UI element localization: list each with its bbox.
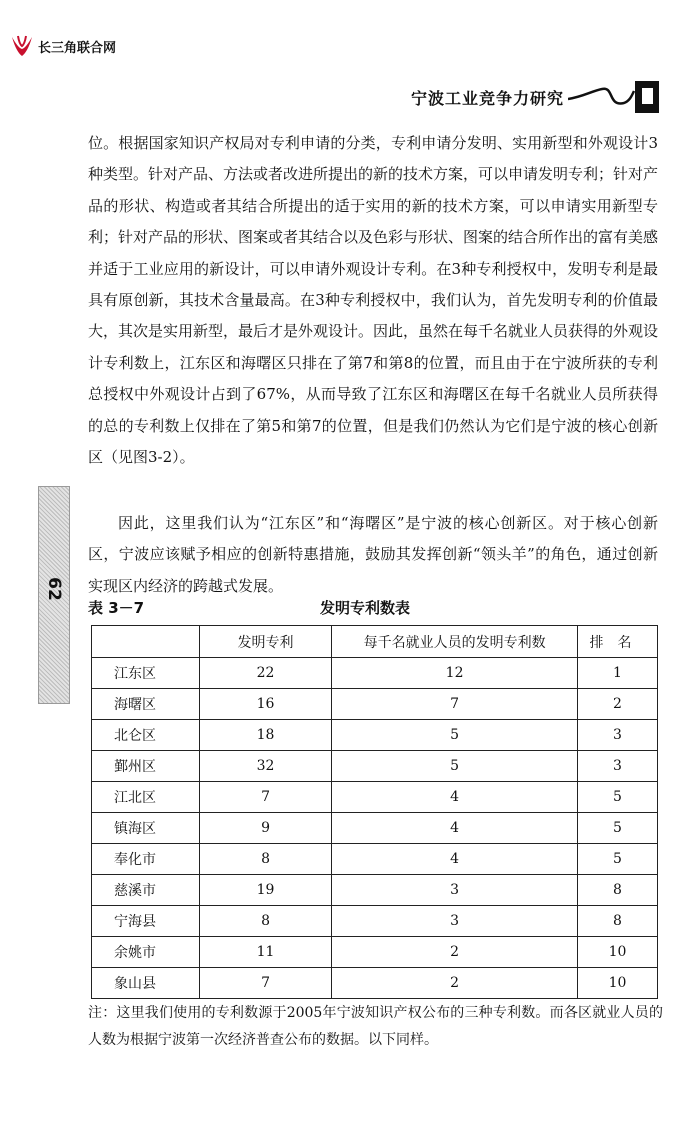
invention-patents-cell: 9 — [199, 813, 331, 844]
body-paragraph-1: 位。根据国家知识产权局对专利申请的分类，专利申请分发明、实用新型和外观设计3种类型。针对产品、方法或者改进所提出的新的技术方案，可以申请发明专利；针对产品的形状、构造或者其结合所提出的适于实用的新的技术方案，可以申请实用新型专利；针对产品的形状、图案或者其结合以及色彩与形状、图案的结合所作出的富有美感并适于工业应用的新设计，可以申请外观设计专利。在3种专利授权中，发明专利是最具有原创新，其技术含量最高。在3种专利授权中，我们认为，首先发明专利的价值最大，其次是实用新型，最后才是外观设计。因此，虽然在每千名就业人员获得的外观设计专利数上，江东区和海曙区只排在了第7和第8的位置，而且由于在宁波所获的专利总授权中外观设计占到了67%，从而导致了江东区和海曙区在每千名就业人员所获得的总的专利数上仅排在了第5和第7的位置，但是我们仍然认为它们是宁波的核心创新区（见图3-2）。 — [88, 134, 659, 467]
table-row — [92, 937, 658, 968]
invention-patents-cell: 8 — [199, 906, 331, 937]
per-thousand-cell: 3 — [332, 906, 578, 937]
district-cell: 象山县 — [92, 968, 200, 999]
invention-patents-cell: 7 — [199, 782, 331, 813]
rank-cell: 5 — [577, 844, 657, 875]
running-head-title: 宁波工业竞争力研究 — [410, 88, 564, 108]
invention-patents-cell: 8 — [199, 844, 331, 875]
district-cell: 慈溪市 — [92, 875, 200, 906]
yangtze-logo-icon — [10, 34, 34, 58]
table-row — [92, 844, 658, 875]
rank-cell: 3 — [577, 751, 657, 782]
invention-patents-cell: 19 — [199, 875, 331, 906]
invention-patents-cell: 18 — [199, 720, 331, 751]
per-thousand-cell: 3 — [332, 875, 578, 906]
table-row — [92, 906, 658, 937]
invention-patents-cell: 22 — [199, 658, 331, 689]
table-caption — [88, 597, 658, 621]
rank-cell: 1 — [577, 658, 657, 689]
rank-cell: 3 — [577, 720, 657, 751]
site-logo-text: 长三角联合网 — [38, 40, 117, 56]
table-row — [92, 813, 658, 844]
rank-cell: 8 — [577, 875, 657, 906]
district-cell: 奉化市 — [92, 844, 200, 875]
per-thousand-cell: 5 — [332, 751, 578, 782]
per-thousand-cell: 4 — [332, 782, 578, 813]
table-row — [92, 875, 658, 906]
rank-cell: 10 — [577, 937, 657, 968]
district-cell: 余姚市 — [92, 937, 200, 968]
table-header-row — [92, 626, 658, 658]
invention-patents-cell: 11 — [199, 937, 331, 968]
rank-cell: 2 — [577, 689, 657, 720]
table-header-invention-patents: 发明专利 — [199, 626, 331, 658]
table-title: 发明专利数表 — [320, 599, 411, 617]
per-thousand-cell: 4 — [332, 813, 578, 844]
table-header-district — [92, 626, 200, 658]
header-swoosh-icon — [568, 77, 660, 117]
table-row — [92, 751, 658, 782]
district-cell: 鄞州区 — [92, 751, 200, 782]
body-paragraph-2: 因此，这里我们认为“江东区”和“海曙区”是宁波的核心创新区。对于核心创新区，宁波应该赋予相应的创新特惠措施，鼓励其发挥创新“领头羊”的角色，通过创新实现区内经济的跨越式发展。 — [88, 514, 658, 595]
site-logo — [10, 34, 116, 58]
per-thousand-cell: 5 — [332, 720, 578, 751]
district-cell: 镇海区 — [92, 813, 200, 844]
district-cell: 宁海县 — [92, 906, 200, 937]
table-row — [92, 658, 658, 689]
rank-cell: 10 — [577, 968, 657, 999]
table-row — [92, 782, 658, 813]
table-row — [92, 720, 658, 751]
running-head — [411, 77, 660, 117]
rank-cell: 5 — [577, 813, 657, 844]
per-thousand-cell: 2 — [332, 937, 578, 968]
table-number: 表 3－7 — [88, 599, 145, 617]
page-number-tab — [38, 486, 70, 704]
rank-cell: 8 — [577, 906, 657, 937]
per-thousand-cell: 4 — [332, 844, 578, 875]
patent-table — [91, 625, 658, 999]
district-cell: 江东区 — [92, 658, 200, 689]
per-thousand-cell: 2 — [332, 968, 578, 999]
district-cell: 北仑区 — [92, 720, 200, 751]
rank-cell: 5 — [577, 782, 657, 813]
district-cell: 江北区 — [92, 782, 200, 813]
invention-patents-cell: 7 — [199, 968, 331, 999]
table-note: 注：这里我们使用的专利数源于2005年宁波知识产权公布的三种专利数。而各区就业人员的人数为根据宁波第一次经济普查公布的数据。以下同样。 — [88, 1005, 663, 1048]
invention-patents-cell: 16 — [199, 689, 331, 720]
invention-patents-cell: 32 — [199, 751, 331, 782]
per-thousand-cell: 12 — [332, 658, 578, 689]
district-cell: 海曙区 — [92, 689, 200, 720]
table-header-rank: 排名 — [577, 626, 657, 658]
table-row — [92, 689, 658, 720]
table-row — [92, 968, 658, 999]
page-number: 62 — [44, 577, 64, 601]
table-header-per-thousand: 每千名就业人员的发明专利数 — [332, 626, 578, 658]
per-thousand-cell: 7 — [332, 689, 578, 720]
